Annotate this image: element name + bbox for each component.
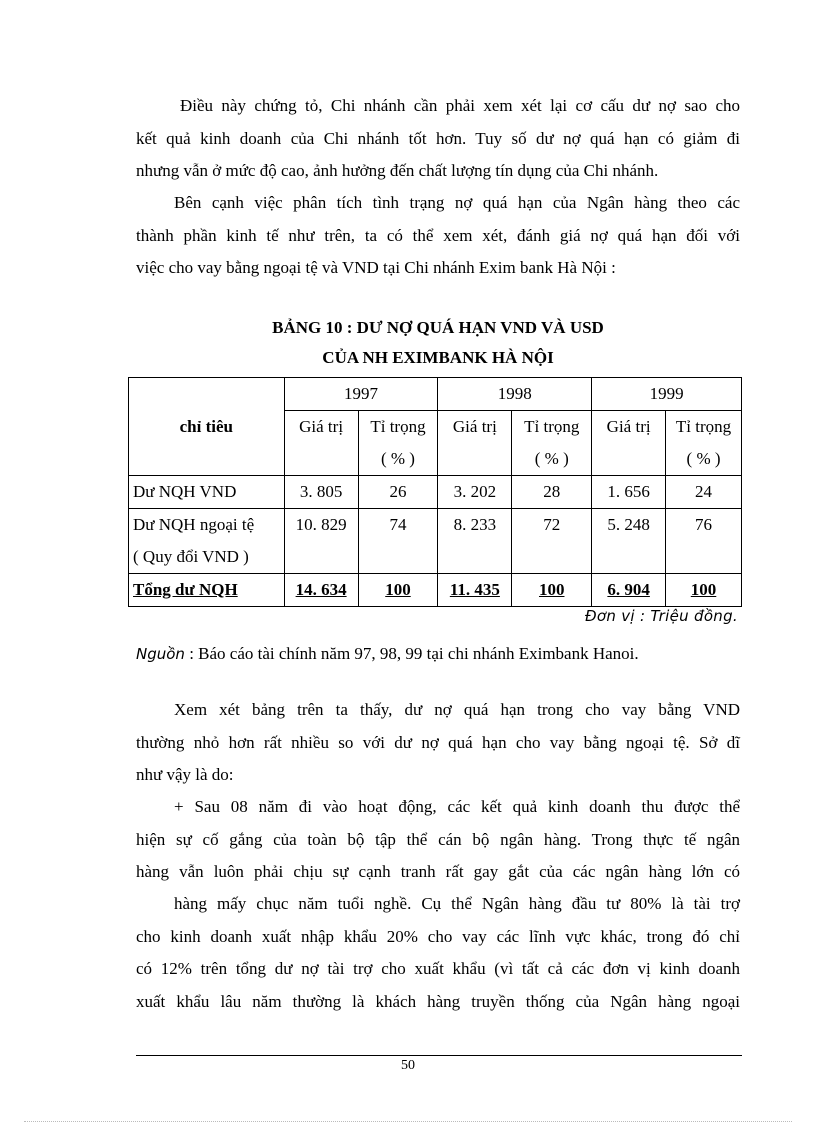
cell: 74: [358, 509, 438, 574]
total-cell: 100: [512, 574, 592, 607]
cell: 3. 805: [284, 476, 358, 509]
header-indicator: chỉ tiêu: [129, 378, 285, 476]
subheader-weight: Tỉ trọng ( % ): [512, 411, 592, 476]
cell: 72: [512, 509, 592, 574]
source-label: Nguồn: [136, 645, 185, 663]
table-unit-note: Đơn vị : Triệu đồng.: [584, 607, 738, 625]
text-line: kết quả kinh doanh của Chi nhánh tốt hơn. Tuy số dư nợ quá hạn có giảm đi: [136, 128, 740, 148]
text-line: hàng vẫn luôn phải chịu sự cạnh tranh rất gay gắt của các ngân hàng lớn có: [136, 862, 740, 881]
header-year: 1997: [284, 378, 438, 411]
subheader-value: Giá trị: [284, 411, 358, 476]
row-label: Dư NQH ngoại tệ ( Quy đổi VND ): [129, 509, 285, 574]
text-line: hàng mấy chục năm tuổi nghề. Cụ thể Ngân hàng đầu tư 80% là tài trợ: [174, 894, 740, 913]
total-cell: 11. 435: [438, 574, 512, 607]
header-year: 1999: [592, 378, 742, 411]
table-header-row: [129, 378, 742, 411]
paragraph-4: [136, 791, 740, 889]
text-line: thành phần kinh tế như trên, ta có thể xem xét, đánh giá nợ quá hạn đối với: [136, 225, 740, 245]
cell: 24: [666, 476, 742, 509]
cell: 26: [358, 476, 438, 509]
text-line: như vậy là do:: [136, 765, 234, 784]
total-cell: 14. 634: [284, 574, 358, 607]
text-line: thường nhỏ hơn rất nhiều so với dư nợ quá hạn cho vay bằng ngoại tệ. Sở dĩ: [136, 732, 740, 752]
source-text: : Báo cáo tài chính năm 97, 98, 99 tại chi nhánh Eximbank Hanoi.: [184, 644, 639, 663]
subheader-weight: Tỉ trọng ( % ): [358, 411, 438, 476]
table-title-line-1: BẢNG 10 : DƯ NỢ QUÁ HẠN VND VÀ USD: [272, 318, 604, 337]
text-line: Xem xét bảng trên ta thấy, dư nợ quá hạn trong cho vay bằng VND: [174, 700, 740, 719]
overdue-debt-table: [128, 377, 742, 607]
page-boundary: [24, 1121, 792, 1122]
header-year: 1998: [438, 378, 592, 411]
text-line: cho kinh doanh xuất nhập khẩu 20% cho vay các lĩnh vực khác, trong đó chỉ: [136, 926, 740, 946]
text-line: Điều này chứng tỏ, Chi nhánh cần phải xem xét lại cơ cấu dư nợ sao cho: [180, 96, 740, 115]
page-number: 50: [401, 1058, 415, 1073]
text-line: hiện sự cố gắng của toàn bộ tập thể cán bộ ngân hàng. Trong thực tế ngân: [136, 829, 740, 849]
paragraph-5: [136, 888, 740, 1018]
cell: 10. 829: [284, 509, 358, 574]
cell: 5. 248: [592, 509, 666, 574]
total-cell: 6. 904: [592, 574, 666, 607]
table-row: [129, 509, 742, 574]
subheader-value: Giá trị: [592, 411, 666, 476]
text-line: xuất khẩu lâu năm thường là khách hàng truyền thống của Ngân hàng ngoại: [136, 991, 740, 1011]
table-source: [136, 640, 639, 668]
cell: 8. 233: [438, 509, 512, 574]
subheader-weight: Tỉ trọng ( % ): [666, 411, 742, 476]
text-line: + Sau 08 năm đi vào hoạt động, các kết quả kinh doanh thu được thể: [174, 797, 740, 816]
total-label: Tổng dư NQH: [129, 574, 285, 607]
subheader-value: Giá trị: [438, 411, 512, 476]
text-line: có 12% trên tổng dư nợ tài trợ cho xuất khẩu (vì tất cả các đơn vị kinh doanh: [136, 959, 740, 978]
cell: 28: [512, 476, 592, 509]
text-line: việc cho vay bằng ngoại tệ và VND tại Chi nhánh Exim bank Hà Nội :: [136, 258, 616, 277]
table-title-line-2: CỦA NH EXIMBANK HÀ NỘI: [322, 348, 554, 367]
text-line: Bên cạnh việc phân tích tình trạng nợ quá hạn của Ngân hàng theo các: [174, 193, 740, 212]
total-cell: 100: [358, 574, 438, 607]
row-label: Dư NQH VND: [129, 476, 285, 509]
footer-divider: [136, 1055, 742, 1056]
table-total-row: [129, 574, 742, 607]
cell: 3. 202: [438, 476, 512, 509]
table-row: [129, 476, 742, 509]
paragraph-2: [136, 187, 740, 285]
paragraph-3: [136, 694, 740, 792]
cell: 76: [666, 509, 742, 574]
text-line: nhưng vẫn ở mức độ cao, ảnh hưởng đến chất lượng tín dụng của Chi nhánh.: [136, 161, 659, 180]
total-cell: 100: [666, 574, 742, 607]
paragraph-1: [136, 90, 740, 188]
cell: 1. 656: [592, 476, 666, 509]
